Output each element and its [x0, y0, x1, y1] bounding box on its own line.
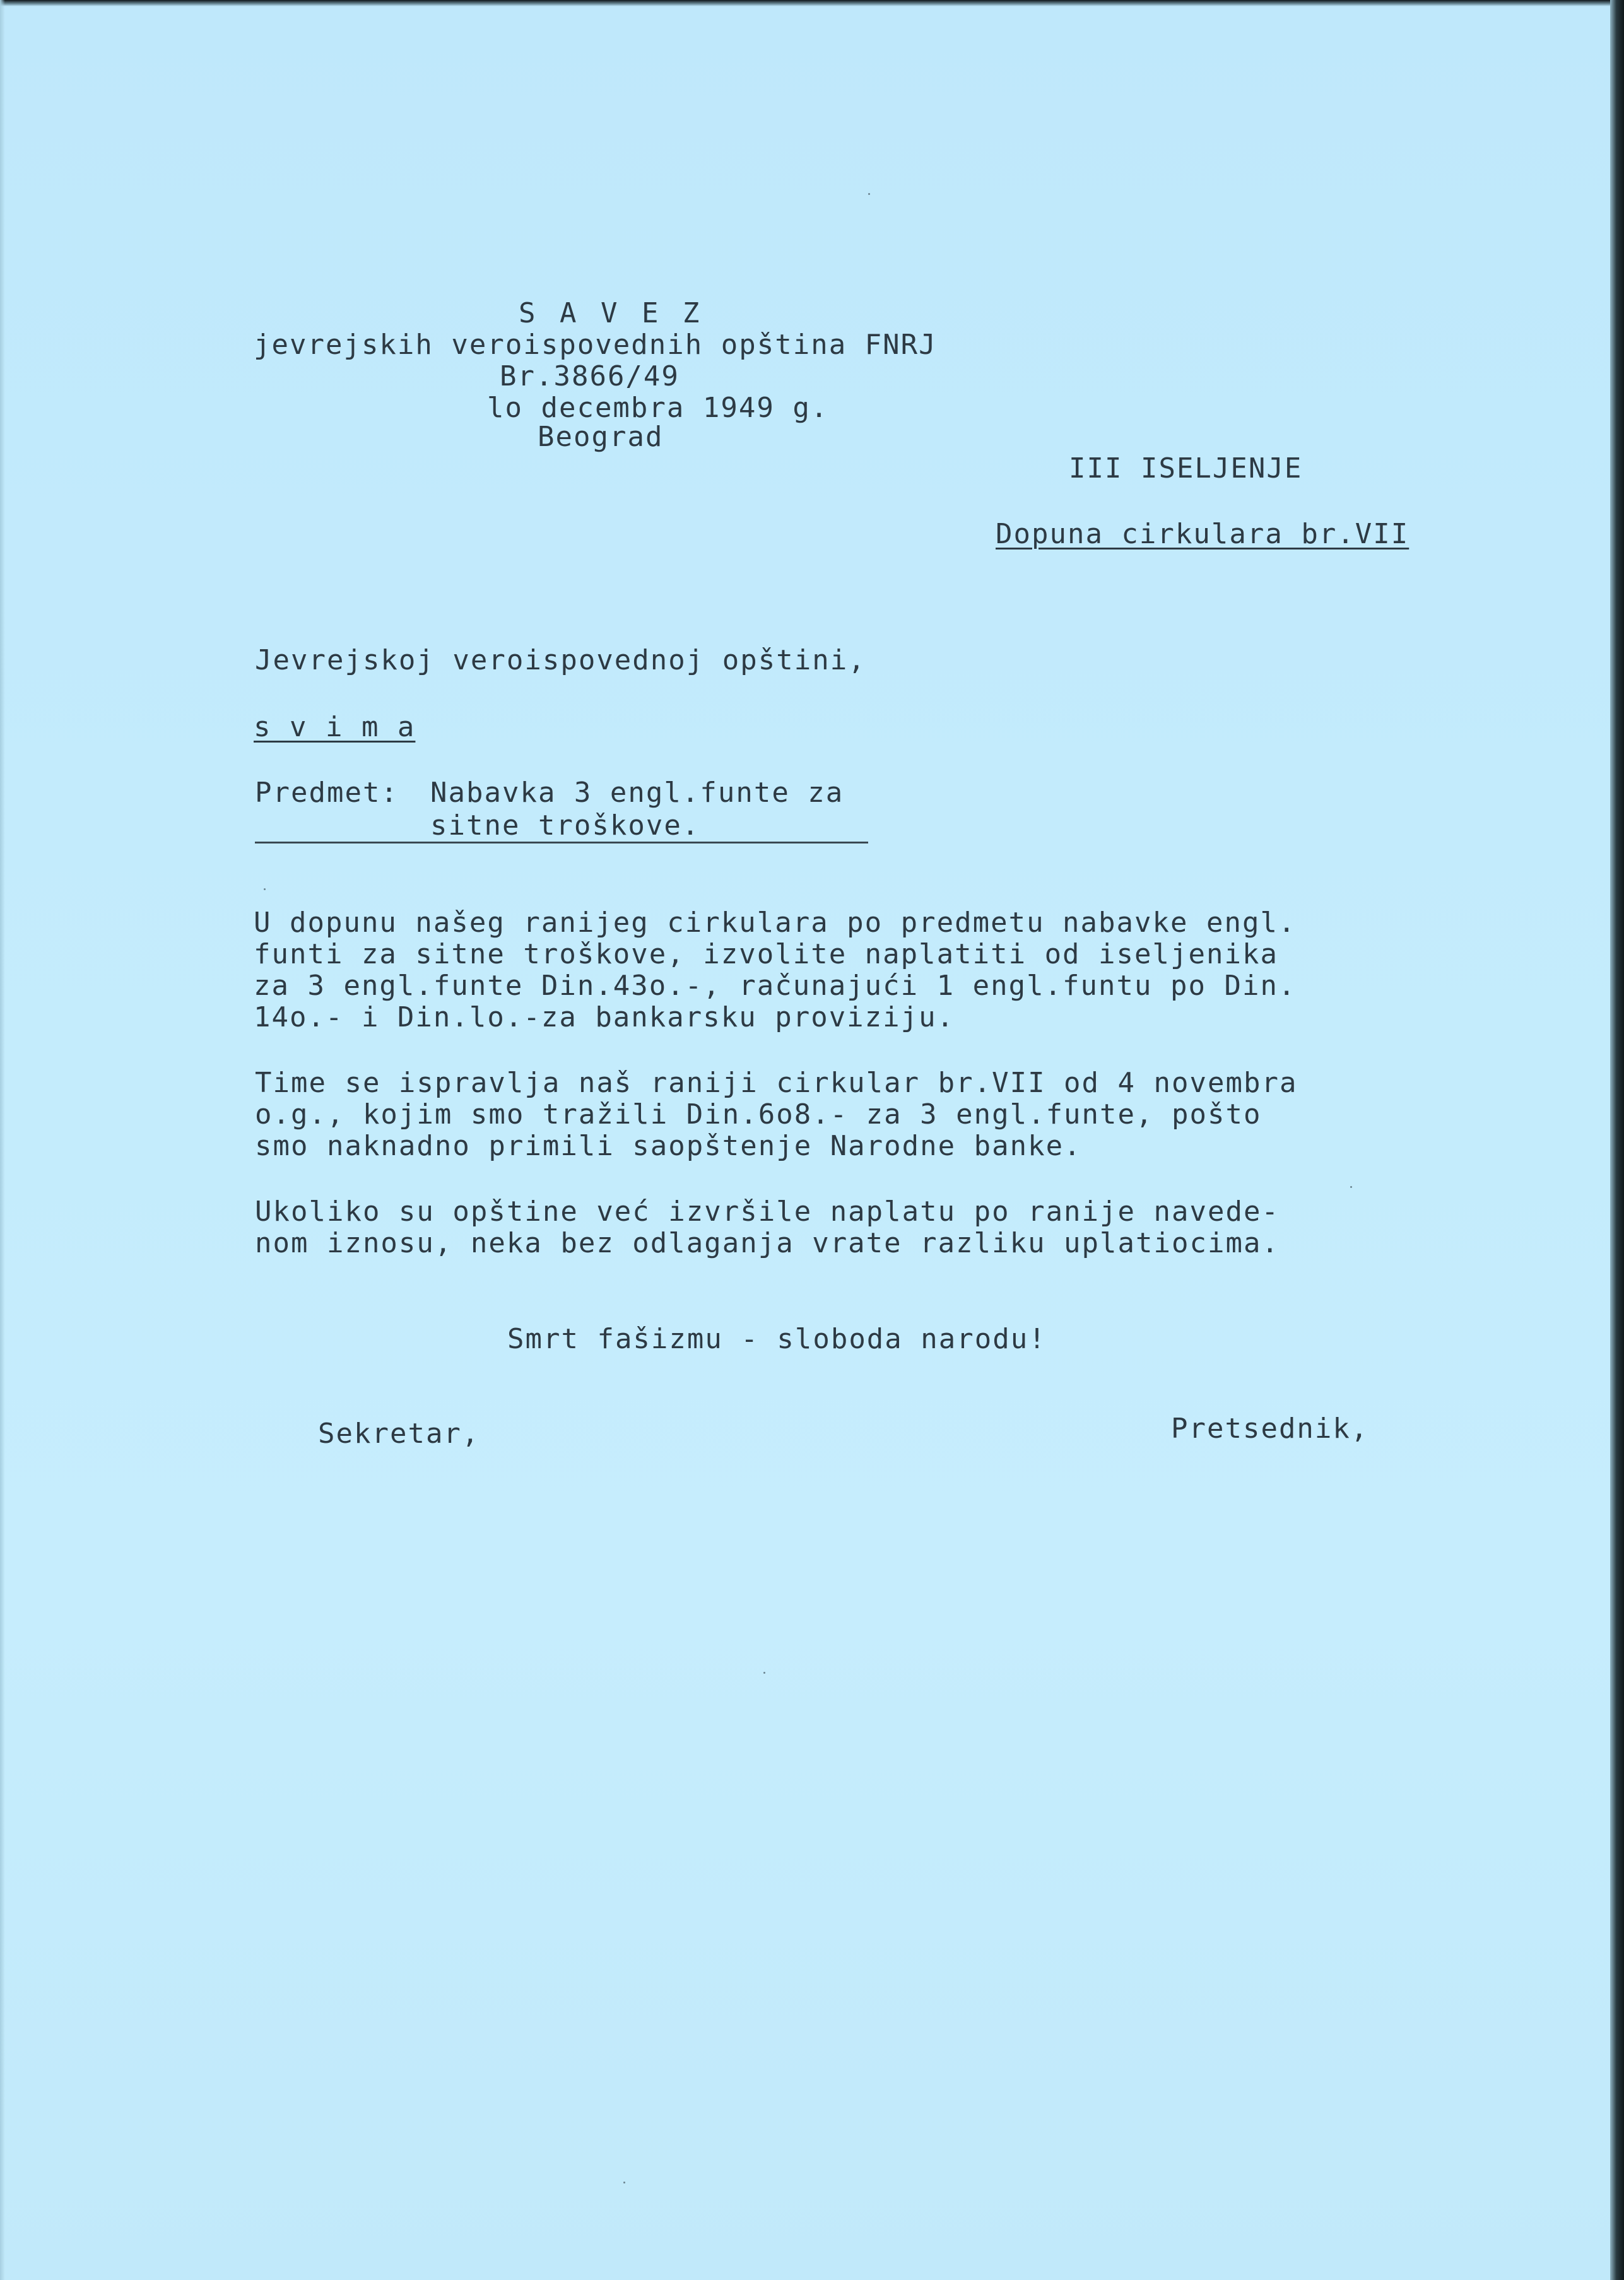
scan-speck — [763, 1672, 765, 1674]
subject-underline — [255, 842, 868, 843]
section-heading: III ISELJENJE — [1069, 452, 1303, 485]
scan-speck — [868, 193, 870, 195]
body-p1-line-2: funti za sitne troškove, izvolite naplatiti od iseljenika — [254, 938, 1278, 970]
body-paragraph-3 — [255, 1196, 1280, 1322]
body-p3-line-1: Ukoliko su opštine već izvršile naplatu po ranije navede- — [255, 1196, 1280, 1228]
scan-speck — [623, 2182, 625, 2183]
subject-label: Predmet: — [255, 777, 399, 809]
scan-edge-left — [0, 0, 5, 2280]
president-signature-label: Pretsednik, — [1171, 1413, 1369, 1445]
document-date: lo decembra 1949 g. — [487, 392, 829, 424]
secretary-signature-label: Sekretar, — [318, 1418, 480, 1450]
body-p1-line-1: U dopunu našeg ranijeg cirkulara po predmetu nabavke engl. — [254, 907, 1297, 939]
body-p2-line-1: Time se ispravlja naš raniji cirkular br.VII od 4 novembra — [255, 1067, 1298, 1099]
scan-speck — [264, 888, 266, 890]
body-p1-line-4: 14o.- i Din.lo.-za bankarsku proviziju. — [254, 1001, 955, 1033]
document-city: Beograd — [538, 421, 664, 453]
scan-speck — [1350, 1186, 1352, 1188]
closing-slogan: Smrt fašizmu - sloboda narodu! — [507, 1323, 1047, 1355]
org-subtitle: jevrejskih veroispovednih opština FNRJ — [254, 329, 937, 361]
body-p1-line-3: za 3 engl.funte Din.43o.-, računajući 1 engl.funtu po Din. — [254, 970, 1297, 1002]
subject-text-line2: sitne troškove. — [430, 809, 700, 842]
addressee-line: Jevrejskoj veroispovednoj opštini, — [255, 644, 866, 676]
body-p3-line-2: nom iznosu, neka bez odlaganja vrate razliku uplatiocima. — [255, 1227, 1280, 1259]
body-p2-line-2: o.g., kojim smo tražili Din.6o8.- za 3 engl.funte, pošto — [255, 1098, 1262, 1131]
section-subheading: Dopuna cirkulara br.VII — [996, 518, 1409, 550]
scan-edge-top — [0, 0, 1624, 6]
reference-number: Br.3866/49 — [500, 360, 680, 392]
body-p2-line-3: smo naknadno primili saopštenje Narodne banke. — [255, 1130, 1082, 1162]
subject-text-line1: Nabavka 3 engl.funte za — [430, 777, 844, 809]
addressee-all: s v i m a — [254, 711, 416, 743]
scan-edge-right — [1610, 0, 1624, 2280]
org-title: S A V E Z — [519, 297, 703, 329]
